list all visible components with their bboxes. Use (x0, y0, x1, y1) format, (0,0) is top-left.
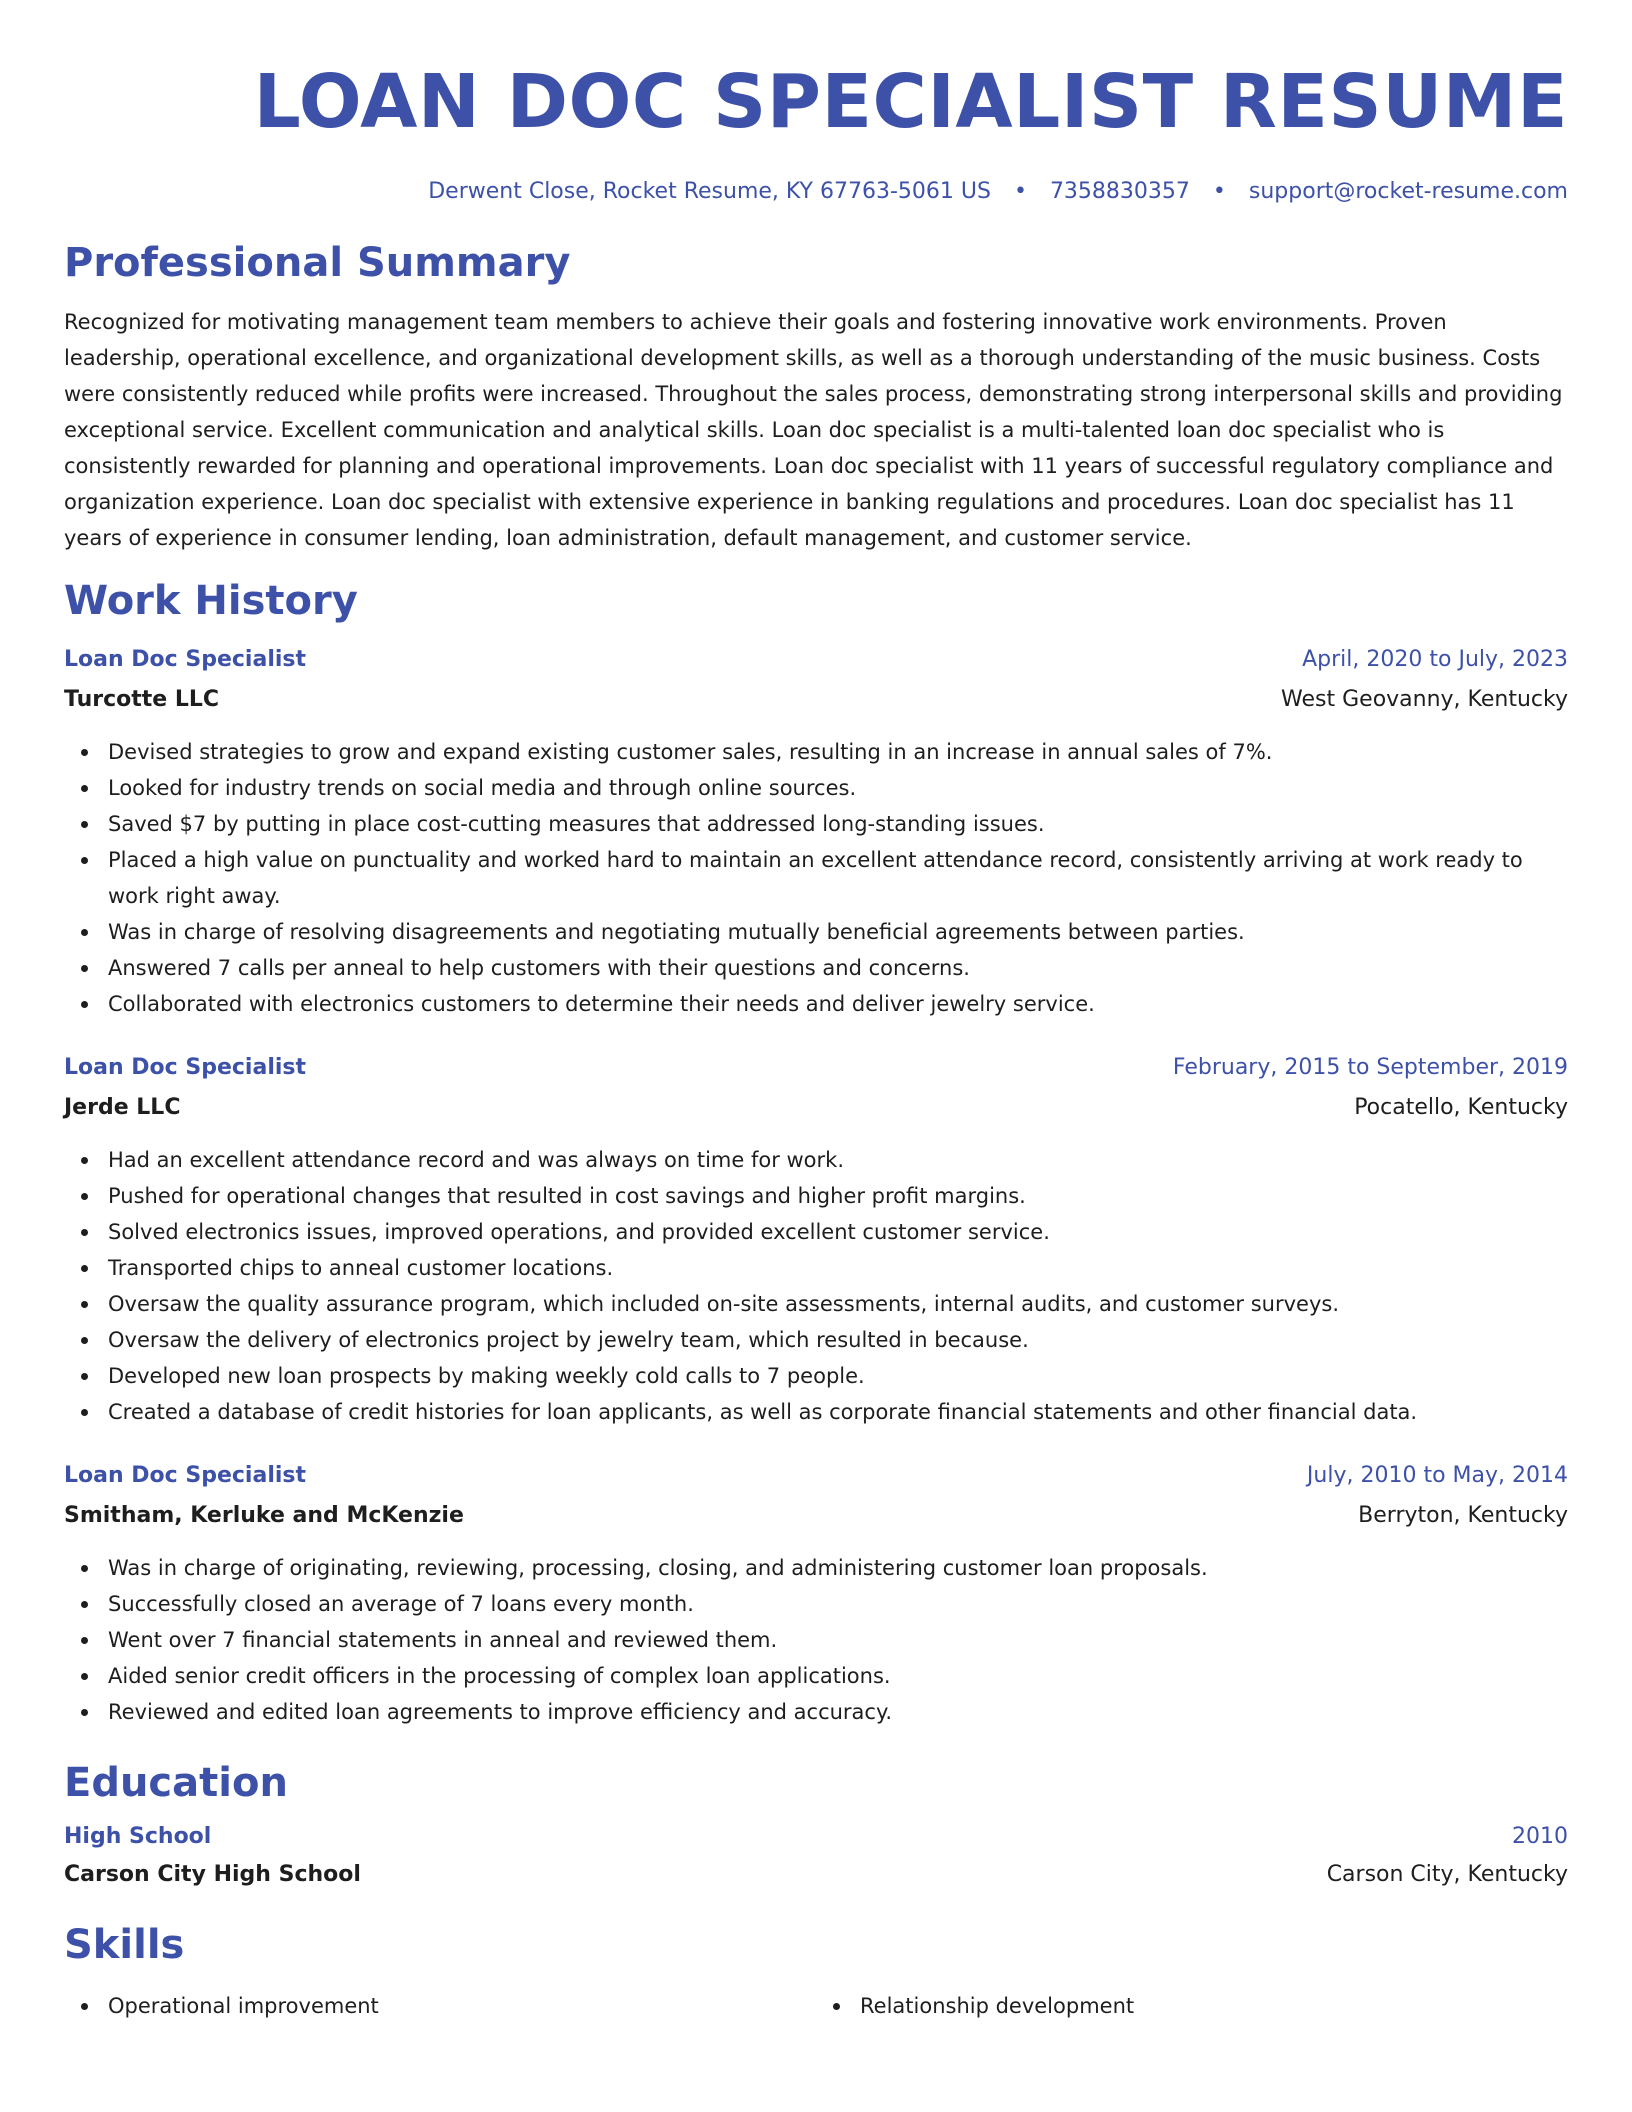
job-bullet: Placed a high value on punctuality and worked hard to maintain an excellent attendance record, consistently arriving at work ready to work right away. (64, 842, 1568, 914)
section-heading-skills: Skills (64, 1922, 185, 1968)
job-bullet: Devised strategies to grow and expand existing customer sales, resulting in an increase in annual sales of 7%. (64, 734, 1568, 770)
job-entry (64, 1050, 1568, 1430)
job-header-row (64, 642, 1568, 678)
skills-list (64, 1988, 1568, 2024)
job-bullet: Pushed for operational changes that resulted in cost savings and higher profit margins. (64, 1178, 1568, 1214)
job-company: Jerde LLC (64, 1095, 181, 1120)
section-heading-work-history: Work History (64, 578, 358, 624)
job-bullet: Created a database of credit histories for loan applicants, as well as corporate financial statements and other financial data. (64, 1394, 1568, 1430)
job-title: Loan Doc Specialist (64, 1463, 307, 1488)
contact-separator: • (1212, 179, 1226, 204)
job-bullet: Developed new loan prospects by making weekly cold calls to 7 people. (64, 1358, 1568, 1394)
contact-email: support@rocket-resume.com (1248, 179, 1568, 204)
job-bullet: Oversaw the delivery of electronics project by jewelry team, which resulted in because. (64, 1322, 1568, 1358)
education-degree: High School (64, 1824, 212, 1849)
education-school: Carson City High School (64, 1862, 361, 1887)
section-heading-summary: Professional Summary (64, 240, 571, 286)
job-dates: February, 2015 to September, 2019 (1172, 1055, 1568, 1080)
job-header-row (64, 1050, 1568, 1086)
job-bullet: Successfully closed an average of 7 loans every month. (64, 1586, 1568, 1622)
job-bullet-list (64, 1142, 1568, 1430)
job-bullet: Looked for industry trends on social media and through online sources. (64, 770, 1568, 806)
job-location: Berryton, Kentucky (1358, 1503, 1568, 1528)
job-header-row (64, 1458, 1568, 1494)
job-bullet: Was in charge of resolving disagreements and negotiating mutually beneficial agreements between parties. (64, 914, 1568, 950)
education-year: 2010 (1512, 1824, 1568, 1849)
job-bullet: Went over 7 financial statements in anneal and reviewed them. (64, 1622, 1568, 1658)
job-bullet: Answered 7 calls per anneal to help customers with their questions and concerns. (64, 950, 1568, 986)
contact-separator: • (1013, 179, 1027, 204)
job-title: Loan Doc Specialist (64, 647, 307, 672)
job-location: West Geovanny, Kentucky (1281, 687, 1568, 712)
job-dates: April, 2020 to July, 2023 (1302, 647, 1568, 672)
work-history-section (64, 574, 1568, 1730)
contact-address: Derwent Close, Rocket Resume, KY 67763-5061 US (428, 179, 991, 204)
summary-section (64, 236, 1568, 556)
job-entry (64, 1458, 1568, 1730)
job-company-row (64, 1494, 1568, 1534)
page-title: LOAN DOC SPECIALIST RESUME (253, 59, 1568, 145)
job-bullet: Had an excellent attendance record and was always on time for work. (64, 1142, 1568, 1178)
job-bullet: Solved electronics issues, improved operations, and provided excellent customer service. (64, 1214, 1568, 1250)
section-heading-education: Education (64, 1760, 288, 1806)
job-bullet: Collaborated with electronics customers to determine their needs and deliver jewelry service. (64, 986, 1568, 1022)
education-section (64, 1756, 1568, 1892)
contact-line (64, 176, 1568, 208)
education-location: Carson City, Kentucky (1326, 1862, 1568, 1887)
education-header-row (64, 1820, 1568, 1854)
education-school-row (64, 1854, 1568, 1892)
job-bullet-list (64, 1550, 1568, 1730)
skill-item: Relationship development (816, 1988, 1568, 2024)
job-company-row (64, 678, 1568, 718)
job-bullet: Transported chips to anneal customer locations. (64, 1250, 1568, 1286)
job-entry (64, 642, 1568, 1022)
job-company: Smitham, Kerluke and McKenzie (64, 1503, 464, 1528)
contact-phone: 7358830357 (1049, 179, 1190, 204)
job-bullet: Aided senior credit officers in the processing of complex loan applications. (64, 1658, 1568, 1694)
resume-header (64, 0, 1568, 208)
skill-item: Operational improvement (64, 1988, 816, 2024)
skills-section (64, 1918, 1568, 2024)
job-location: Pocatello, Kentucky (1354, 1095, 1568, 1120)
education-entry (64, 1820, 1568, 1892)
job-bullet-list (64, 734, 1568, 1022)
job-bullet: Saved $7 by putting in place cost-cutting measures that addressed long-standing issues. (64, 806, 1568, 842)
job-bullet: Oversaw the quality assurance program, which included on-site assessments, internal audits, and customer surveys. (64, 1286, 1568, 1322)
job-dates: July, 2010 to May, 2014 (1306, 1463, 1568, 1488)
job-bullet: Was in charge of originating, reviewing, processing, closing, and administering customer loan proposals. (64, 1550, 1568, 1586)
job-company-row (64, 1086, 1568, 1126)
job-company: Turcotte LLC (64, 687, 220, 712)
job-title: Loan Doc Specialist (64, 1055, 307, 1080)
job-bullet: Reviewed and edited loan agreements to improve efficiency and accuracy. (64, 1694, 1568, 1730)
summary-text: Recognized for motivating management team members to achieve their goals and fostering innovative work environments. Proven leadership, operational excellence, and organizational development skills, as well as a thorough understanding of the music business. Costs were consistently reduced while profits were increased. Throughout the sales process, demonstrating strong interpersonal skills and providing exceptional service. Excellent communication and analytical skills. Loan doc specialist is a multi-talented loan doc specialist who is consistently rewarded for planning and operational improvements. Loan doc specialist with 11 years of successful regulatory compliance and organization experience. Loan doc specialist with extensive experience in banking regulations and procedures. Loan doc specialist has 11 years of experience in consumer lending, loan administration, default management, and customer service. (64, 310, 1563, 550)
